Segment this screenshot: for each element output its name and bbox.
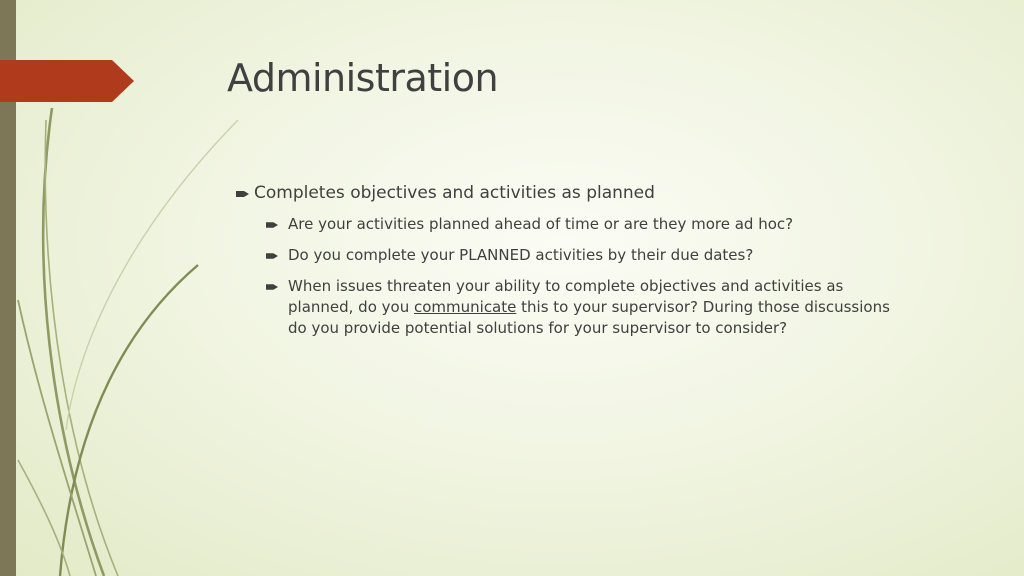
bullet-line: [288, 297, 956, 318]
bullet-list: [236, 183, 956, 349]
bullet-text: Do you complete your PLANNED activities by their due dates?: [288, 246, 754, 264]
bullet-text: Completes objectives and activities as planned: [254, 183, 655, 203]
bullet-text: Are your activities planned ahead of time or are they more ad hoc?: [288, 215, 794, 233]
communicate-link[interactable]: communicate: [413, 298, 517, 316]
arrow-bullet-icon: [266, 221, 278, 229]
bullet-level2: [236, 214, 956, 235]
bullet-text: [288, 276, 956, 339]
bullet-line: do you provide potential solutions for your supervisor to consider?: [288, 319, 788, 337]
bullet-level2: [236, 245, 956, 266]
bullet-line: When issues threaten your ability to complete objectives and activities as: [288, 277, 844, 295]
bullet-level2: [236, 276, 956, 339]
bullet-line-text: this to your supervisor? During those discussions: [516, 298, 890, 316]
title-accent-tab: [0, 60, 134, 102]
arrow-bullet-icon: [236, 190, 249, 198]
grass-blade: [66, 120, 238, 430]
slide-title: Administration: [227, 56, 499, 100]
bullet-level1: [236, 183, 956, 203]
arrow-bullet-icon: [266, 252, 278, 260]
arrow-bullet-icon: [266, 283, 278, 291]
bullet-line-text: planned, do you: [288, 298, 414, 316]
grass-blade: [60, 265, 198, 576]
